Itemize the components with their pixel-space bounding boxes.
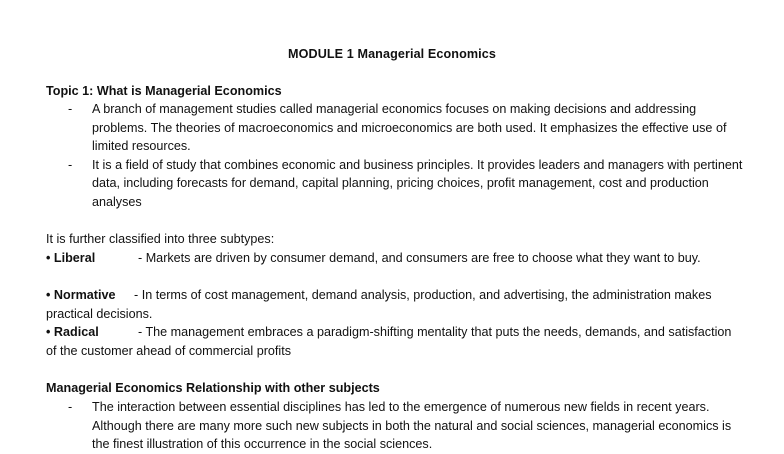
subtypes-intro: It is further classified into three subtypes:: [46, 232, 275, 246]
topic1-heading: Topic 1: What is Managerial Economics: [46, 84, 282, 98]
subtype-normative: [46, 286, 736, 323]
list-item: [46, 156, 746, 212]
topic1-bullet-list: [46, 100, 746, 211]
dash-marker: -: [68, 102, 73, 116]
subtype-liberal: [46, 249, 736, 268]
relationship-heading: Managerial Economics Relationship with other subjects: [46, 381, 380, 395]
bullet-text: A branch of management studies called managerial economics focuses on making decisions and addressing problems. The theories of macroeconomics and microeconomics are both used. It emphasizes the effective use of limited resources.: [92, 102, 727, 153]
subtype-term: • Radical: [46, 325, 99, 339]
list-item: [46, 398, 746, 454]
bullet-text: It is a field of study that combines economic and business principles. It provides leaders and managers with pertinent data, including forecasts for demand, capital planning, pricing choices, profit management, cost and production analyses: [92, 157, 743, 209]
dash-marker: -: [68, 157, 73, 172]
module-title: MODULE 1 Managerial Economics: [288, 47, 496, 61]
subtype-description: - In terms of cost management, demand analysis, production, and advertising, the administration makes practical decisions.: [46, 288, 712, 321]
dash-marker: -: [68, 400, 73, 414]
relationship-bullet-list: [46, 398, 746, 454]
bullet-text: The interaction between essential disciplines has led to the emergence of numerous new fields in recent years. Although there are many more such new subjects in both the natural and social sciences, managerial economics is the finest illustration of this occurrence in the social sciences.: [92, 400, 732, 451]
subtype-description: - The management embraces a paradigm-shifting mentality that puts the needs, demands, and satisfaction of the customer ahead of commercial profits: [46, 325, 732, 358]
list-item: [46, 100, 746, 156]
subtype-radical: [46, 323, 736, 360]
subtype-term: • Normative: [46, 288, 116, 302]
subtype-term: • Liberal: [46, 251, 96, 265]
subtype-description: - Markets are driven by consumer demand, and consumers are free to choose what they want to buy.: [138, 251, 701, 265]
